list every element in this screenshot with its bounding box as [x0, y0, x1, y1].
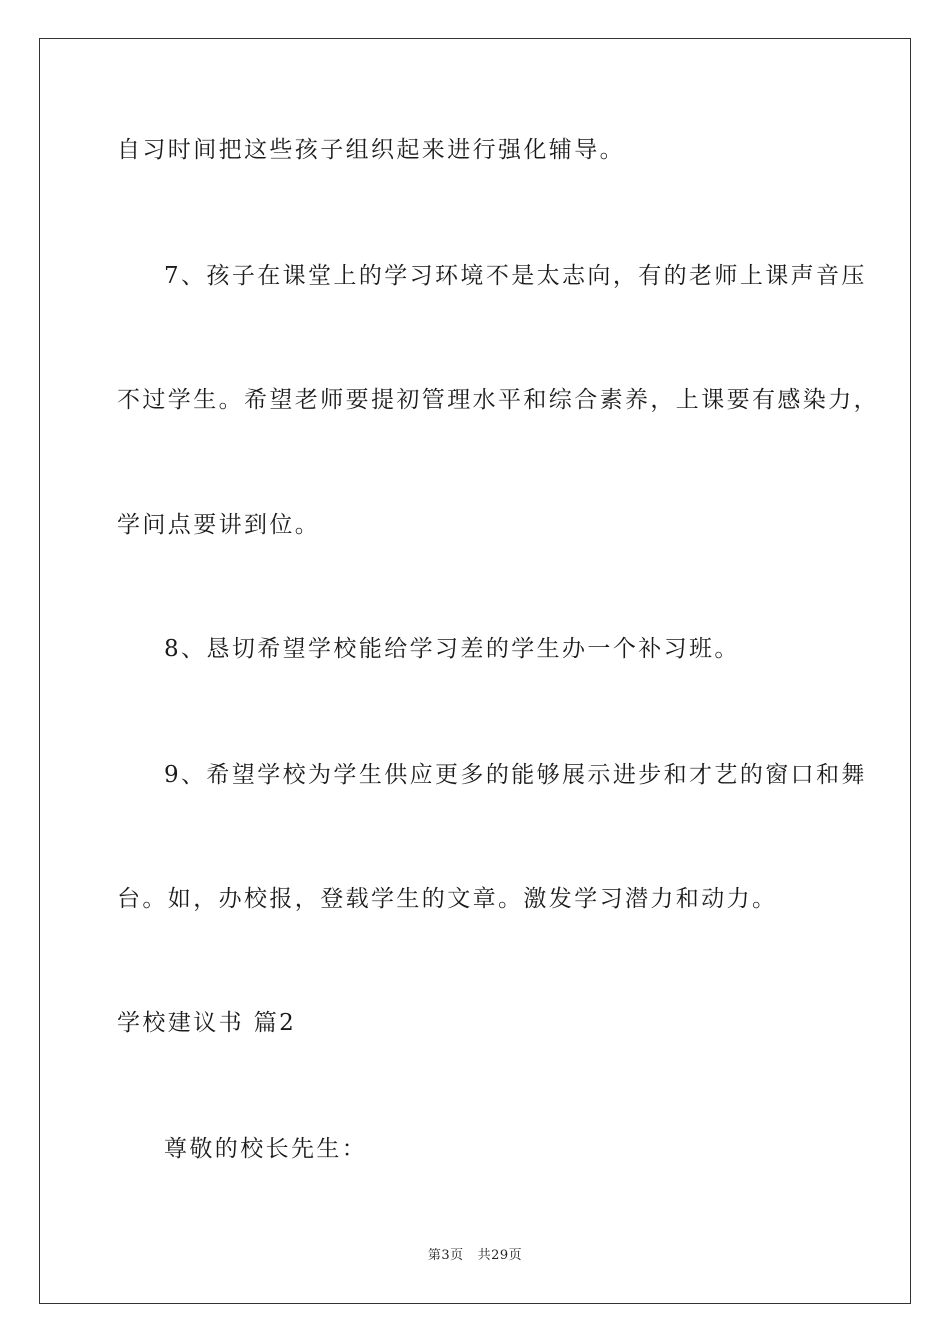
- page-total: 共29页: [477, 1248, 523, 1263]
- section-heading: 学校建议书 篇2: [117, 1010, 297, 1036]
- page-number: 第3页: [427, 1248, 464, 1263]
- page-border: [39, 38, 911, 1304]
- paragraph-line: 7、孩子在课堂上的学习环境不是太志向，有的老师上课声音压: [164, 263, 867, 289]
- paragraph-line: 8、恳切希望学校能给学习差的学生办一个补习班。: [164, 636, 740, 662]
- paragraph-line: 台。如，办校报，登载学生的文章。激发学习潜力和动力。: [117, 886, 778, 912]
- salutation: 尊敬的校长先生：: [164, 1136, 368, 1162]
- page-footer: [0, 1248, 950, 1264]
- paragraph-line: 9、希望学校为学生供应更多的能够展示进步和才艺的窗口和舞: [164, 762, 867, 788]
- paragraph-line: 不过学生。希望老师要提初管理水平和综合素养，上课要有感染力，: [117, 387, 879, 413]
- paragraph-line: 自习时间把这些孩子组织起来进行强化辅导。: [117, 137, 625, 163]
- paragraph-line: 学问点要讲到位。: [117, 512, 321, 538]
